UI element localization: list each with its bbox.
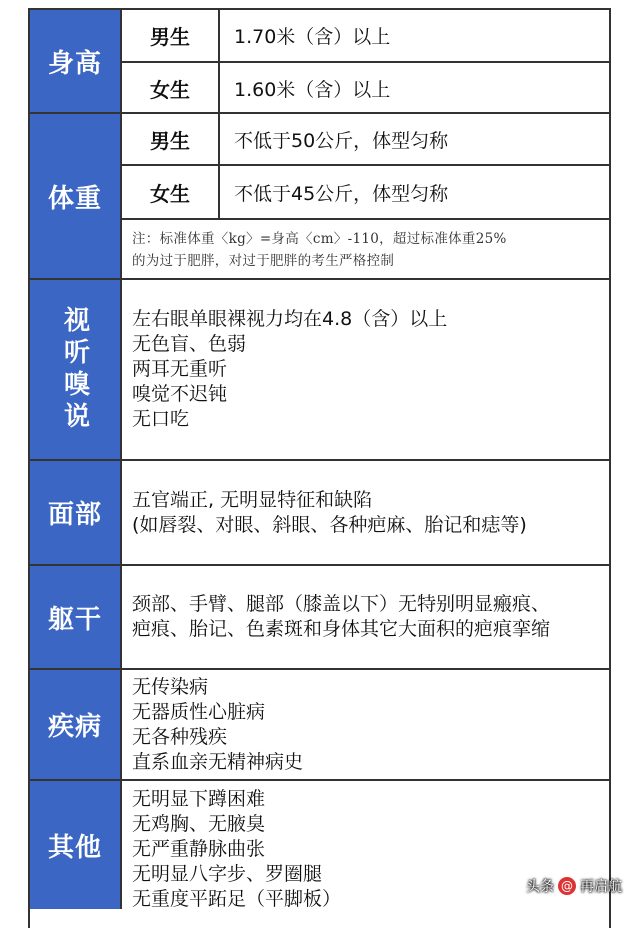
weight-row-male	[122, 114, 609, 166]
face-list	[132, 461, 603, 564]
weight-row-female	[122, 166, 609, 220]
gender-label: 男生	[122, 10, 220, 61]
list-item: 嗅觉不迟钝	[132, 383, 228, 405]
list-item: 无色盲、色弱	[132, 333, 247, 355]
list-item: 两耳无重听	[132, 358, 228, 380]
list-item: 无鸡胸、无腋臭	[132, 813, 266, 835]
section-other	[30, 779, 609, 939]
at-icon: @	[558, 877, 576, 895]
list-item: 无明显八字步、罗圈腿	[132, 863, 323, 885]
watermark-prefix: 头条	[526, 879, 554, 895]
height-row-male	[122, 10, 609, 63]
category-torso: 躯干	[30, 566, 122, 668]
list-item: 直系血亲无精神病史	[132, 750, 304, 773]
list-item: (如唇裂、对眼、斜眼、各种疤麻、胎记和痣等)	[132, 513, 527, 536]
list-item: 无器质性心脏病	[132, 700, 266, 723]
section-disease	[30, 668, 609, 779]
requirements-table	[28, 8, 611, 928]
category-senses: 视听嗅说	[30, 280, 122, 459]
height-row-female	[122, 63, 609, 114]
list-item: 无各种残疾	[132, 725, 228, 748]
senses-list	[132, 280, 603, 459]
watermark	[526, 874, 638, 898]
list-item: 无传染病	[132, 675, 209, 698]
list-item: 无明显下蹲困难	[132, 788, 266, 810]
section-height	[30, 8, 609, 112]
height-value: 1.70米（含）以上	[234, 26, 391, 48]
disease-list	[132, 670, 603, 779]
category-disease: 疾病	[30, 670, 122, 779]
section-face	[30, 459, 609, 564]
section-torso	[30, 564, 609, 668]
gender-label: 男生	[122, 114, 220, 164]
list-item: 无严重静脉曲张	[132, 838, 266, 860]
weight-value: 不低于50公斤，体型匀称	[234, 129, 449, 152]
weight-value: 不低于45公斤，体型匀称	[234, 182, 449, 205]
note-line: 的为过于肥胖，对过于肥胖的考生严格控制	[132, 253, 395, 269]
category-face: 面部	[30, 461, 122, 564]
category-height: 身高	[30, 10, 122, 112]
height-value: 1.60米（含）以上	[234, 79, 391, 101]
torso-list	[132, 566, 603, 668]
list-item: 疤痕、胎记、色素斑和身体其它大面积的疤痕挛缩	[132, 618, 551, 640]
list-item: 无口吃	[132, 408, 190, 430]
note-line: 注：标准体重〈kg〉=身高〈cm〉-110，超过标准体重25%	[132, 231, 507, 247]
category-other: 其他	[30, 781, 122, 909]
list-item: 颈部、手臂、腿部（膝盖以下）无特别明显瘢痕、	[132, 593, 551, 615]
gender-label: 女生	[122, 63, 220, 114]
other-list	[132, 787, 603, 939]
list-item: 左右眼单眼裸视力均在4.8（含）以上	[132, 308, 448, 330]
section-senses	[30, 278, 609, 459]
list-item: 五官端正, 无明显特征和缺陷	[132, 488, 373, 511]
weight-note	[122, 220, 609, 280]
section-weight	[30, 112, 609, 278]
gender-label: 女生	[122, 166, 220, 218]
watermark-author: 再启航	[580, 879, 622, 895]
category-weight: 体重	[30, 114, 122, 278]
list-item: 无重度平跖足（平脚板）	[132, 888, 342, 910]
